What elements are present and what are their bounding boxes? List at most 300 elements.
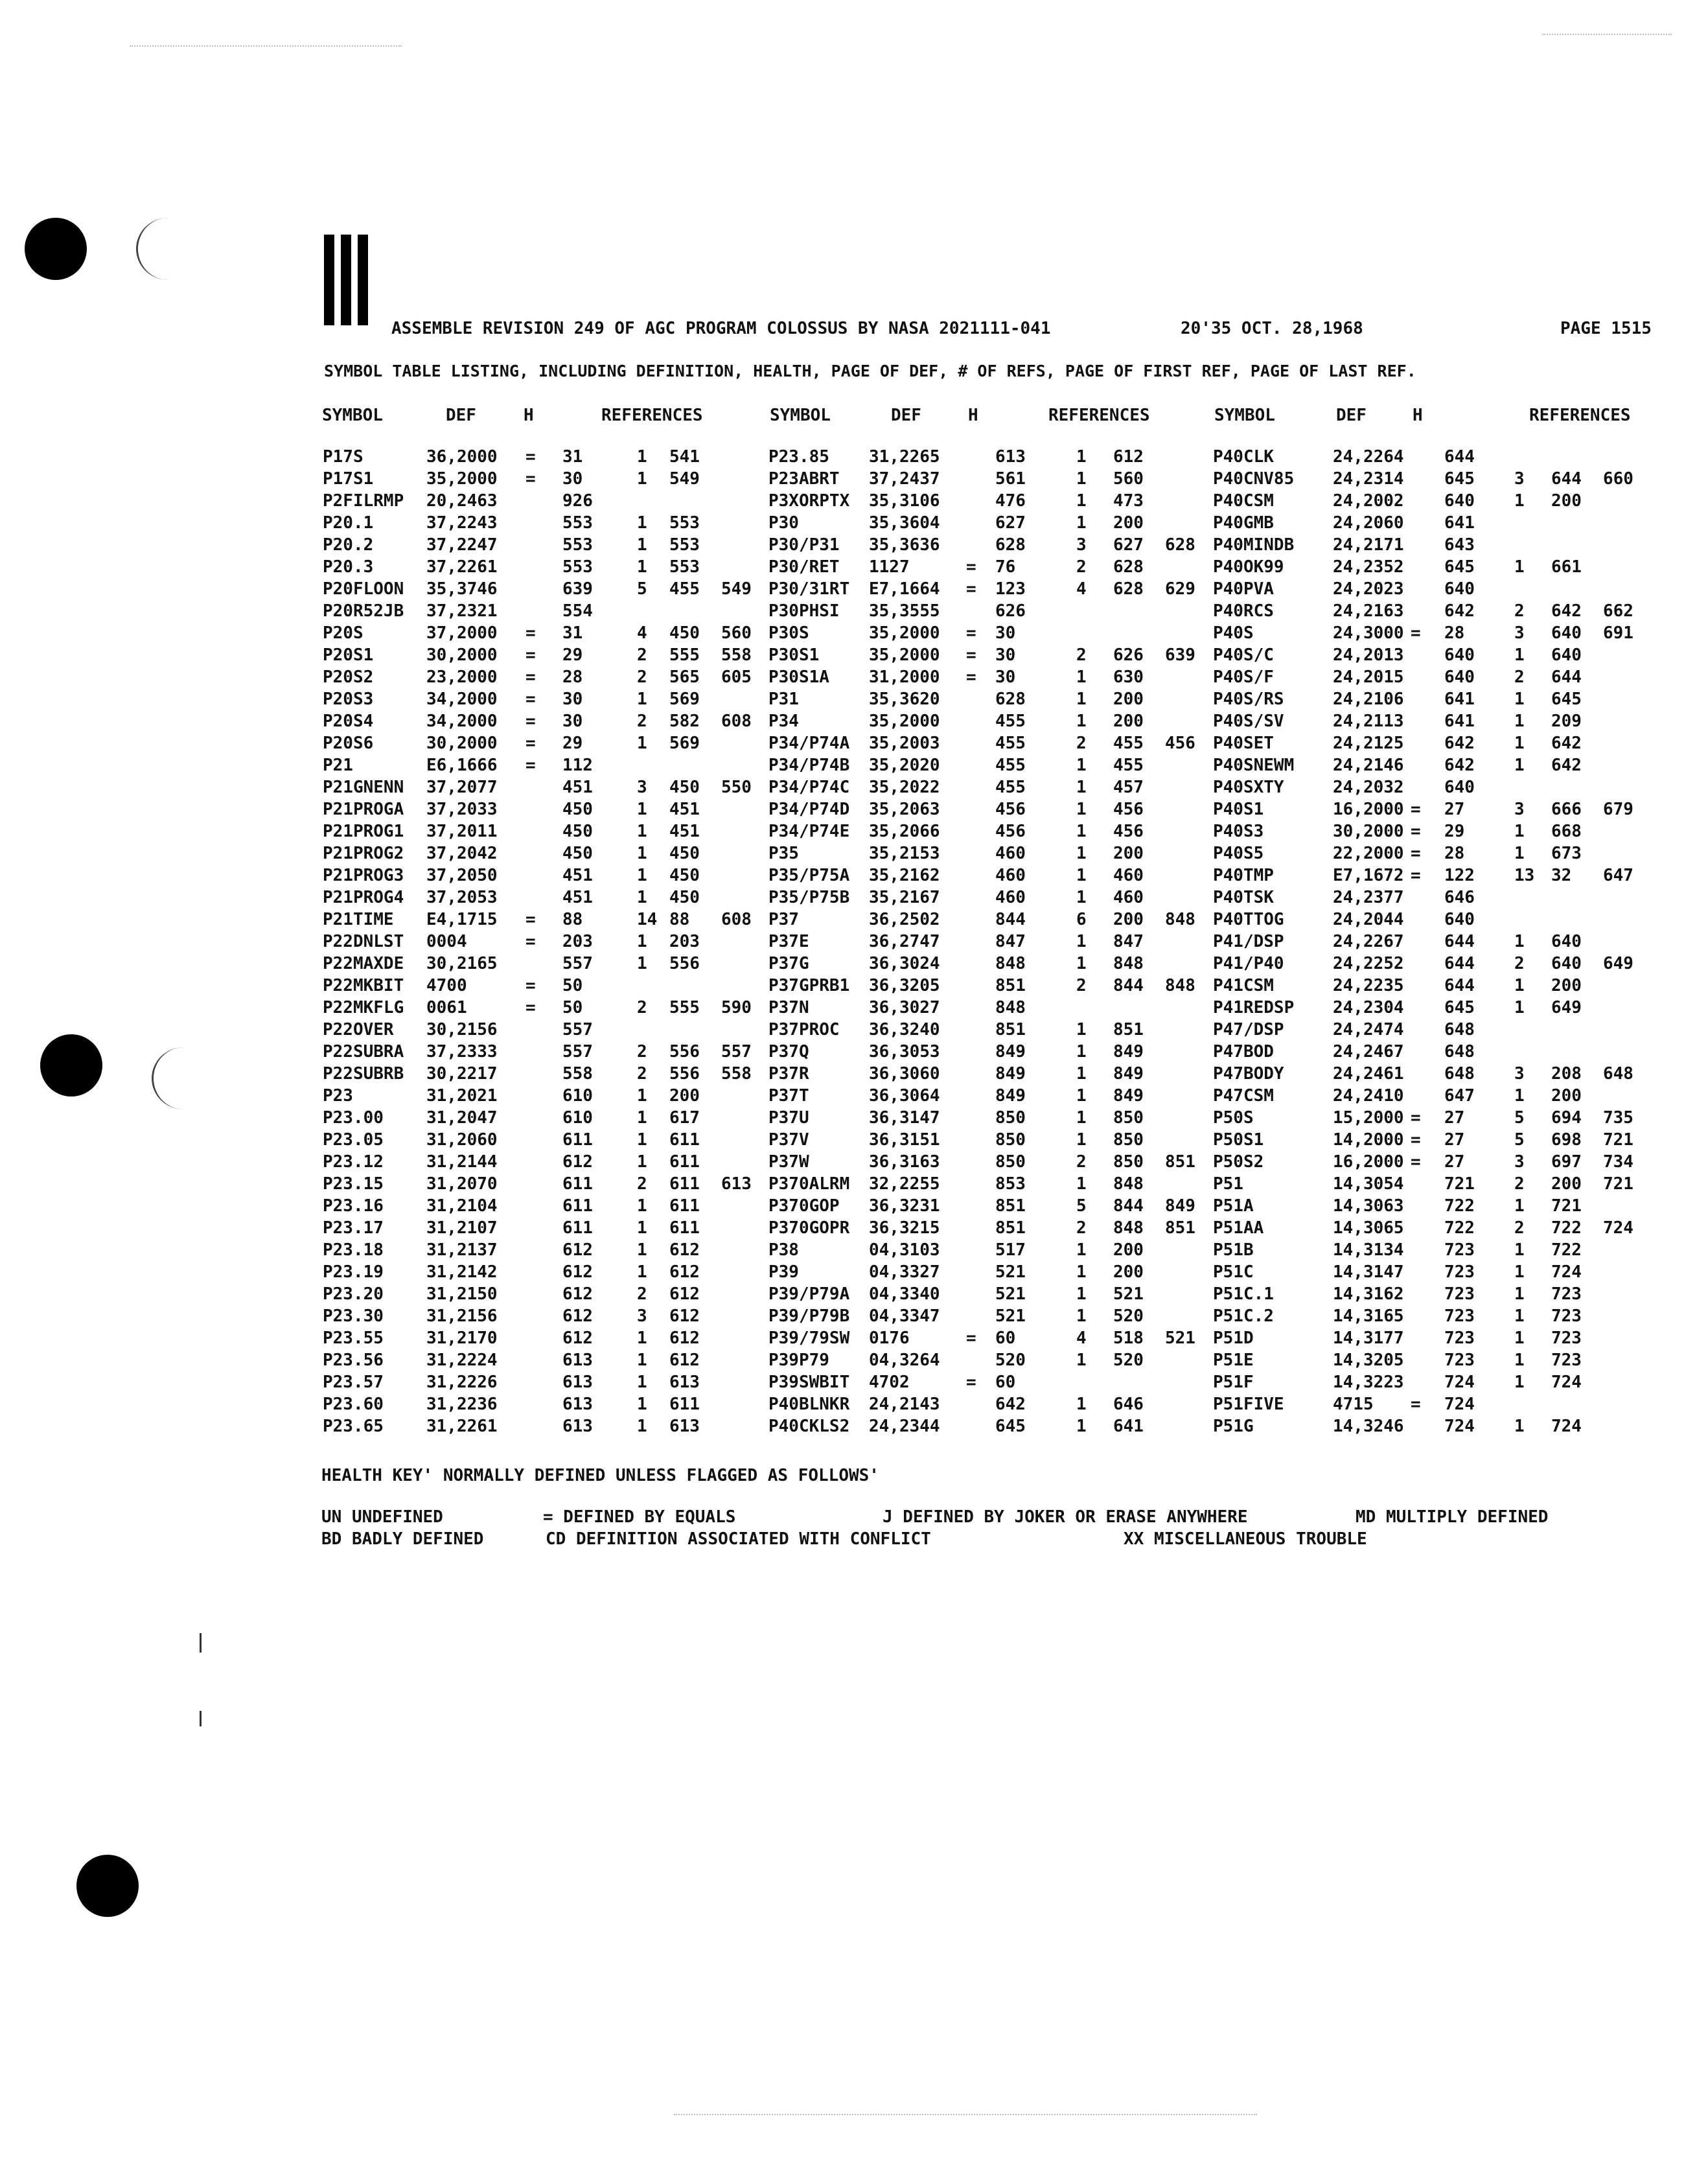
cell-ref-page: 612 xyxy=(562,1328,593,1348)
cell-ref-page: 553 xyxy=(562,535,593,555)
cell-def: 37,2243 xyxy=(426,513,498,533)
cell-symbol: P51F xyxy=(1213,1373,1254,1392)
cell-symbol: P40SNEWM xyxy=(1213,756,1295,775)
cell-symbol: P40GMB xyxy=(1213,513,1274,533)
cell-ref-count: 1 xyxy=(637,1108,647,1128)
cell-ref-page: 611 xyxy=(562,1196,593,1216)
cell-def: 35,3604 xyxy=(869,513,940,533)
cell-symbol: P34 xyxy=(768,712,799,731)
cell-symbol: P22SUBRA xyxy=(323,1042,404,1062)
cell-def: 04,3103 xyxy=(869,1240,940,1260)
cell-ref-count: 1 xyxy=(1076,1020,1087,1039)
col-references: REFERENCES xyxy=(1529,406,1631,425)
cell-ref-count: 1 xyxy=(1514,712,1525,731)
cell-symbol: P39/79SW xyxy=(768,1328,850,1348)
cell-first-ref: 640 xyxy=(1551,623,1582,643)
cell-ref-page: 645 xyxy=(995,1417,1026,1436)
binder-hole-ring xyxy=(136,218,200,280)
cell-health: = xyxy=(966,579,976,599)
cell-first-ref: 612 xyxy=(669,1284,700,1304)
cell-ref-page: 557 xyxy=(562,1020,593,1039)
cell-first-ref: 848 xyxy=(1113,954,1144,973)
scan-artifact xyxy=(200,1711,202,1726)
cell-symbol: P23.56 xyxy=(323,1351,384,1370)
cell-first-ref: 844 xyxy=(1113,1196,1144,1216)
cell-symbol: P40CLK xyxy=(1213,447,1274,467)
cell-ref-count: 1 xyxy=(1514,822,1525,841)
cell-def: 31,2144 xyxy=(426,1152,498,1172)
cell-first-ref: 640 xyxy=(1551,932,1582,951)
cell-symbol: P23ABRT xyxy=(768,469,840,489)
cell-ref-page: 849 xyxy=(995,1042,1026,1062)
cell-first-ref: 200 xyxy=(1551,1174,1582,1194)
cell-first-ref: 611 xyxy=(669,1152,700,1172)
cell-ref-page: 724 xyxy=(1444,1395,1475,1414)
cell-first-ref: 451 xyxy=(669,800,700,819)
cell-def: 31,2150 xyxy=(426,1284,498,1304)
cell-def: 35,2066 xyxy=(869,822,940,841)
cell-ref-count: 3 xyxy=(1514,1064,1525,1084)
cell-ref-page: 30 xyxy=(995,645,1016,665)
cell-first-ref: 553 xyxy=(669,557,700,577)
cell-def: 30,2156 xyxy=(426,1020,498,1039)
cell-ref-page: 28 xyxy=(1444,844,1465,863)
cell-ref-page: 848 xyxy=(995,998,1026,1017)
cell-first-ref: 649 xyxy=(1551,998,1582,1017)
cell-symbol: P34/P74B xyxy=(768,756,850,775)
cell-first-ref: 628 xyxy=(1113,579,1144,599)
cell-ref-count: 1 xyxy=(1514,1262,1525,1282)
col-references: REFERENCES xyxy=(1048,406,1150,425)
cell-symbol: P30/31RT xyxy=(768,579,850,599)
cell-symbol: P20S xyxy=(323,623,364,643)
cell-def: 14,3063 xyxy=(1333,1196,1404,1216)
cell-ref-page: 558 xyxy=(562,1064,593,1084)
cell-last-ref: 628 xyxy=(1165,535,1195,555)
cell-first-ref: 611 xyxy=(669,1196,700,1216)
cell-def: 24,2264 xyxy=(1333,447,1404,467)
cell-symbol: P40S5 xyxy=(1213,844,1264,863)
cell-first-ref: 721 xyxy=(1551,1196,1582,1216)
cell-first-ref: 520 xyxy=(1113,1351,1144,1370)
cell-def: 20,2463 xyxy=(426,491,498,511)
cell-ref-count: 1 xyxy=(1514,645,1525,665)
cell-first-ref: 617 xyxy=(669,1108,700,1128)
cell-health: = xyxy=(525,756,536,775)
cell-ref-page: 455 xyxy=(995,712,1026,731)
cell-ref-count: 1 xyxy=(637,1218,647,1238)
cell-symbol: P50S1 xyxy=(1213,1130,1264,1150)
cell-health: = xyxy=(525,998,536,1017)
cell-symbol: P40CNV85 xyxy=(1213,469,1295,489)
cell-ref-page: 644 xyxy=(1444,954,1475,973)
cell-def: 35,2003 xyxy=(869,734,940,753)
cell-first-ref: 569 xyxy=(669,734,700,753)
cell-last-ref: 590 xyxy=(721,998,752,1017)
cell-ref-count: 1 xyxy=(637,800,647,819)
cell-symbol: P23.57 xyxy=(323,1373,384,1392)
cell-symbol: P35/P75A xyxy=(768,866,850,885)
cell-first-ref: 642 xyxy=(1551,734,1582,753)
cell-last-ref: 629 xyxy=(1165,579,1195,599)
cell-ref-count: 1 xyxy=(637,1328,647,1348)
cell-def: 36,3053 xyxy=(869,1042,940,1062)
cell-symbol: P39SWBIT xyxy=(768,1373,850,1392)
cell-ref-count: 1 xyxy=(1514,734,1525,753)
cell-ref-page: 645 xyxy=(1444,998,1475,1017)
cell-last-ref: 851 xyxy=(1165,1152,1195,1172)
cell-first-ref: 450 xyxy=(669,866,700,885)
cell-ref-page: 611 xyxy=(562,1218,593,1238)
cell-def: 36,2747 xyxy=(869,932,940,951)
cell-last-ref: 848 xyxy=(1165,976,1195,995)
cell-ref-page: 88 xyxy=(562,910,583,929)
scan-artifact xyxy=(1542,34,1672,35)
cell-ref-page: 723 xyxy=(1444,1284,1475,1304)
cell-first-ref: 612 xyxy=(669,1262,700,1282)
cell-symbol: P40CSM xyxy=(1213,491,1274,511)
cell-symbol: P23.20 xyxy=(323,1284,384,1304)
cell-ref-count: 1 xyxy=(1514,1351,1525,1370)
cell-first-ref: 848 xyxy=(1113,1218,1144,1238)
cell-def: 24,2344 xyxy=(869,1417,940,1436)
cell-def: 37,2077 xyxy=(426,778,498,797)
cell-ref-page: 30 xyxy=(562,712,583,731)
cell-symbol: P40BLNKR xyxy=(768,1395,850,1414)
cell-symbol: P40CKLS2 xyxy=(768,1417,850,1436)
cell-first-ref: 673 xyxy=(1551,844,1582,863)
cell-def: 14,3205 xyxy=(1333,1351,1404,1370)
cell-symbol: P40TTOG xyxy=(1213,910,1284,929)
cell-ref-page: 851 xyxy=(995,1218,1026,1238)
cell-def: 37,2321 xyxy=(426,601,498,621)
cell-ref-count: 3 xyxy=(1514,469,1525,489)
cell-ref-count: 1 xyxy=(637,1086,647,1106)
cell-health: = xyxy=(525,623,536,643)
cell-ref-page: 723 xyxy=(1444,1351,1475,1370)
cell-ref-count: 5 xyxy=(1076,1196,1087,1216)
cell-first-ref: 722 xyxy=(1551,1218,1582,1238)
cell-first-ref: 32 xyxy=(1551,866,1572,885)
cell-ref-page: 850 xyxy=(995,1108,1026,1128)
cell-ref-page: 722 xyxy=(1444,1218,1475,1238)
cell-symbol: P30PHSI xyxy=(768,601,840,621)
cell-first-ref: 582 xyxy=(669,712,700,731)
cell-symbol: P37W xyxy=(768,1152,809,1172)
cell-def: 24,2044 xyxy=(1333,910,1404,929)
cell-symbol: P23.30 xyxy=(323,1306,384,1326)
scan-artifact xyxy=(130,45,402,47)
cell-health: = xyxy=(1411,800,1421,819)
col-references: REFERENCES xyxy=(601,406,703,425)
cell-def: 35,3620 xyxy=(869,690,940,709)
cell-def: 36,3060 xyxy=(869,1064,940,1084)
cell-health: = xyxy=(525,690,536,709)
cell-symbol: P51B xyxy=(1213,1240,1254,1260)
cell-ref-count: 1 xyxy=(1514,557,1525,577)
cell-def: 31,2000 xyxy=(869,667,940,687)
cell-first-ref: 200 xyxy=(1113,844,1144,863)
cell-def: 14,2000 xyxy=(1333,1130,1404,1150)
cell-ref-page: 926 xyxy=(562,491,593,511)
cell-ref-count: 1 xyxy=(637,469,647,489)
cell-first-ref: 556 xyxy=(669,1064,700,1084)
cell-symbol: P22DNLST xyxy=(323,932,404,951)
cell-symbol: P21PROGA xyxy=(323,800,404,819)
cell-def: 31,2021 xyxy=(426,1086,498,1106)
cell-first-ref: 611 xyxy=(669,1218,700,1238)
cell-ref-page: 612 xyxy=(562,1262,593,1282)
cell-ref-page: 456 xyxy=(995,800,1026,819)
cell-first-ref: 541 xyxy=(669,447,700,467)
cell-ref-page: 642 xyxy=(995,1395,1026,1414)
cell-def: 36,3205 xyxy=(869,976,940,995)
cell-ref-page: 613 xyxy=(562,1395,593,1414)
cell-first-ref: 626 xyxy=(1113,645,1144,665)
cell-ref-count: 1 xyxy=(1514,1284,1525,1304)
cell-first-ref: 640 xyxy=(1551,954,1582,973)
cell-symbol: P40S/SV xyxy=(1213,712,1284,731)
cell-ref-page: 848 xyxy=(995,954,1026,973)
cell-last-ref: 557 xyxy=(721,1042,752,1062)
cell-def: 24,2171 xyxy=(1333,535,1404,555)
cell-first-ref: 850 xyxy=(1113,1130,1144,1150)
cell-def: 36,3231 xyxy=(869,1196,940,1216)
cell-def: 37,2053 xyxy=(426,888,498,907)
cell-health: = xyxy=(525,667,536,687)
col-symbol: SYMBOL xyxy=(1214,406,1275,425)
cell-ref-page: 723 xyxy=(1444,1306,1475,1326)
cell-ref-count: 2 xyxy=(637,998,647,1017)
cell-symbol: P21 xyxy=(323,756,353,775)
cell-def: 24,2377 xyxy=(1333,888,1404,907)
cell-ref-count: 2 xyxy=(637,1174,647,1194)
cell-symbol: P40TSK xyxy=(1213,888,1274,907)
cell-last-ref: 851 xyxy=(1165,1218,1195,1238)
cell-symbol: P23.19 xyxy=(323,1262,384,1282)
cell-ref-count: 1 xyxy=(1076,844,1087,863)
cell-def: 24,2314 xyxy=(1333,469,1404,489)
cell-last-ref: 550 xyxy=(721,778,752,797)
cell-def: 14,3134 xyxy=(1333,1240,1404,1260)
cell-def: 36,2502 xyxy=(869,910,940,929)
cell-first-ref: 642 xyxy=(1551,756,1582,775)
cell-def: 35,2153 xyxy=(869,844,940,863)
cell-symbol: P23.16 xyxy=(323,1196,384,1216)
cell-first-ref: 694 xyxy=(1551,1108,1582,1128)
cell-ref-count: 2 xyxy=(1076,1218,1087,1238)
cell-symbol: P41/DSP xyxy=(1213,932,1284,951)
cell-ref-page: 612 xyxy=(562,1284,593,1304)
cell-ref-page: 450 xyxy=(562,844,593,863)
cell-def: 24,2304 xyxy=(1333,998,1404,1017)
cell-ref-page: 612 xyxy=(562,1152,593,1172)
cell-ref-count: 2 xyxy=(637,1042,647,1062)
cell-symbol: P40S3 xyxy=(1213,822,1264,841)
cell-ref-count: 1 xyxy=(1514,1306,1525,1326)
cell-first-ref: 553 xyxy=(669,513,700,533)
cell-first-ref: 642 xyxy=(1551,601,1582,621)
cell-def: 36,3163 xyxy=(869,1152,940,1172)
cell-def: 30,2165 xyxy=(426,954,498,973)
cell-def: 22,2000 xyxy=(1333,844,1404,863)
cell-ref-page: 123 xyxy=(995,579,1026,599)
cell-ref-page: 648 xyxy=(1444,1064,1475,1084)
col-health: H xyxy=(968,406,978,425)
cell-first-ref: 450 xyxy=(669,888,700,907)
cell-symbol: P40PVA xyxy=(1213,579,1274,599)
cell-ref-page: 851 xyxy=(995,1020,1026,1039)
cell-ref-page: 610 xyxy=(562,1086,593,1106)
cell-symbol: P30S1 xyxy=(768,645,820,665)
cell-def: 14,3054 xyxy=(1333,1174,1404,1194)
cell-ref-count: 1 xyxy=(1076,667,1087,687)
cell-def: 4715 xyxy=(1333,1395,1374,1414)
cell-ref-count: 5 xyxy=(637,579,647,599)
cell-def: 34,2000 xyxy=(426,712,498,731)
cell-symbol: P370ALRM xyxy=(768,1174,850,1194)
cell-ref-page: 850 xyxy=(995,1130,1026,1150)
cell-first-ref: 455 xyxy=(669,579,700,599)
cell-ref-page: 460 xyxy=(995,844,1026,863)
cell-ref-page: 27 xyxy=(1444,800,1465,819)
cell-def: 35,3636 xyxy=(869,535,940,555)
cell-def: E7,1664 xyxy=(869,579,940,599)
cell-symbol: P17S1 xyxy=(323,469,374,489)
cell-ref-page: 122 xyxy=(1444,866,1475,885)
cell-def: 35,2000 xyxy=(869,712,940,731)
cell-ref-page: 28 xyxy=(562,667,583,687)
col-health: H xyxy=(524,406,534,425)
cell-def: 35,2000 xyxy=(426,469,498,489)
cell-ref-page: 460 xyxy=(995,866,1026,885)
cell-def: 24,2060 xyxy=(1333,513,1404,533)
cell-def: 35,3106 xyxy=(869,491,940,511)
cell-first-ref: 723 xyxy=(1551,1351,1582,1370)
cell-first-ref: 560 xyxy=(1113,469,1144,489)
cell-first-ref: 455 xyxy=(1113,734,1144,753)
cell-def: 37,2050 xyxy=(426,866,498,885)
cell-ref-count: 1 xyxy=(1514,1196,1525,1216)
cell-ref-count: 2 xyxy=(637,1064,647,1084)
cell-ref-page: 641 xyxy=(1444,712,1475,731)
cell-first-ref: 612 xyxy=(669,1351,700,1370)
cell-def: 14,3065 xyxy=(1333,1218,1404,1238)
cell-def: E7,1672 xyxy=(1333,866,1404,885)
cell-symbol: P20S1 xyxy=(323,645,374,665)
cell-def: 31,2265 xyxy=(869,447,940,467)
cell-first-ref: 848 xyxy=(1113,1174,1144,1194)
cell-symbol: P37PROC xyxy=(768,1020,840,1039)
cell-def: 31,2142 xyxy=(426,1262,498,1282)
cell-ref-page: 60 xyxy=(995,1373,1016,1392)
cell-def: 31,2261 xyxy=(426,1417,498,1436)
cell-symbol: P20S3 xyxy=(323,690,374,709)
cell-ref-page: 642 xyxy=(1444,734,1475,753)
cell-ref-page: 29 xyxy=(1444,822,1465,841)
key-undefined: UN UNDEFINED xyxy=(321,1507,443,1527)
listing-subtitle: SYMBOL TABLE LISTING, INCLUDING DEFINITION, HEALTH, PAGE OF DEF, # OF REFS, PAGE OF FIRST REF, PAGE OF LAST REF. xyxy=(324,362,1416,380)
cell-ref-count: 5 xyxy=(1514,1130,1525,1150)
page-number: PAGE 1515 xyxy=(1560,319,1652,338)
cell-def: 31,2047 xyxy=(426,1108,498,1128)
cell-def: 32,2255 xyxy=(869,1174,940,1194)
col-health: H xyxy=(1413,406,1423,425)
cell-symbol: P37N xyxy=(768,998,809,1017)
cell-symbol: P20.2 xyxy=(323,535,374,555)
cell-ref-page: 451 xyxy=(562,888,593,907)
cell-health: = xyxy=(1411,844,1421,863)
cell-ref-count: 5 xyxy=(1514,1108,1525,1128)
cell-symbol: P40SXTY xyxy=(1213,778,1284,797)
cell-symbol: P47BODY xyxy=(1213,1064,1284,1084)
cell-ref-page: 451 xyxy=(562,778,593,797)
cell-ref-count: 1 xyxy=(1076,954,1087,973)
printout-bar-logo xyxy=(324,235,371,325)
cell-symbol: P35/P75B xyxy=(768,888,850,907)
cell-symbol: P21PROG3 xyxy=(323,866,404,885)
cell-ref-page: 27 xyxy=(1444,1152,1465,1172)
cell-symbol: P23.55 xyxy=(323,1328,384,1348)
cell-ref-page: 641 xyxy=(1444,690,1475,709)
cell-ref-count: 2 xyxy=(1514,601,1525,621)
cell-first-ref: 724 xyxy=(1551,1373,1582,1392)
cell-ref-page: 27 xyxy=(1444,1108,1465,1128)
cell-symbol: P40OK99 xyxy=(1213,557,1284,577)
cell-ref-count: 1 xyxy=(637,535,647,555)
cell-def: 04,3264 xyxy=(869,1351,940,1370)
cell-ref-page: 31 xyxy=(562,623,583,643)
cell-ref-page: 610 xyxy=(562,1108,593,1128)
cell-ref-page: 644 xyxy=(1444,447,1475,467)
cell-symbol: P34/P74D xyxy=(768,800,850,819)
cell-symbol: P20FLOON xyxy=(323,579,404,599)
cell-ref-page: 640 xyxy=(1444,645,1475,665)
cell-ref-page: 628 xyxy=(995,535,1026,555)
cell-def: 4700 xyxy=(426,976,467,995)
cell-def: 24,2474 xyxy=(1333,1020,1404,1039)
cell-def: 31,2104 xyxy=(426,1196,498,1216)
cell-symbol: P40S/F xyxy=(1213,667,1274,687)
cell-first-ref: 613 xyxy=(669,1373,700,1392)
cell-ref-page: 723 xyxy=(1444,1262,1475,1282)
cell-ref-page: 31 xyxy=(562,447,583,467)
cell-symbol: P41CSM xyxy=(1213,976,1274,995)
cell-ref-page: 561 xyxy=(995,469,1026,489)
cell-first-ref: 200 xyxy=(1113,690,1144,709)
cell-def: 36,3240 xyxy=(869,1020,940,1039)
cell-def: 31,2137 xyxy=(426,1240,498,1260)
cell-ref-count: 1 xyxy=(1514,976,1525,995)
cell-ref-page: 849 xyxy=(995,1064,1026,1084)
cell-def: 24,2410 xyxy=(1333,1086,1404,1106)
cell-first-ref: 850 xyxy=(1113,1152,1144,1172)
cell-ref-page: 554 xyxy=(562,601,593,621)
cell-symbol: P35 xyxy=(768,844,799,863)
cell-ref-page: 553 xyxy=(562,557,593,577)
cell-ref-page: 645 xyxy=(1444,469,1475,489)
cell-ref-count: 1 xyxy=(1076,1395,1087,1414)
cell-symbol: P50S2 xyxy=(1213,1152,1264,1172)
cell-def: 30,2000 xyxy=(1333,822,1404,841)
cell-health: = xyxy=(525,734,536,753)
cell-def: 04,3347 xyxy=(869,1306,940,1326)
cell-ref-count: 1 xyxy=(637,513,647,533)
cell-symbol: P37E xyxy=(768,932,809,951)
cell-ref-count: 1 xyxy=(637,1240,647,1260)
cell-def: 0061 xyxy=(426,998,467,1017)
cell-symbol: P37GPRB1 xyxy=(768,976,850,995)
